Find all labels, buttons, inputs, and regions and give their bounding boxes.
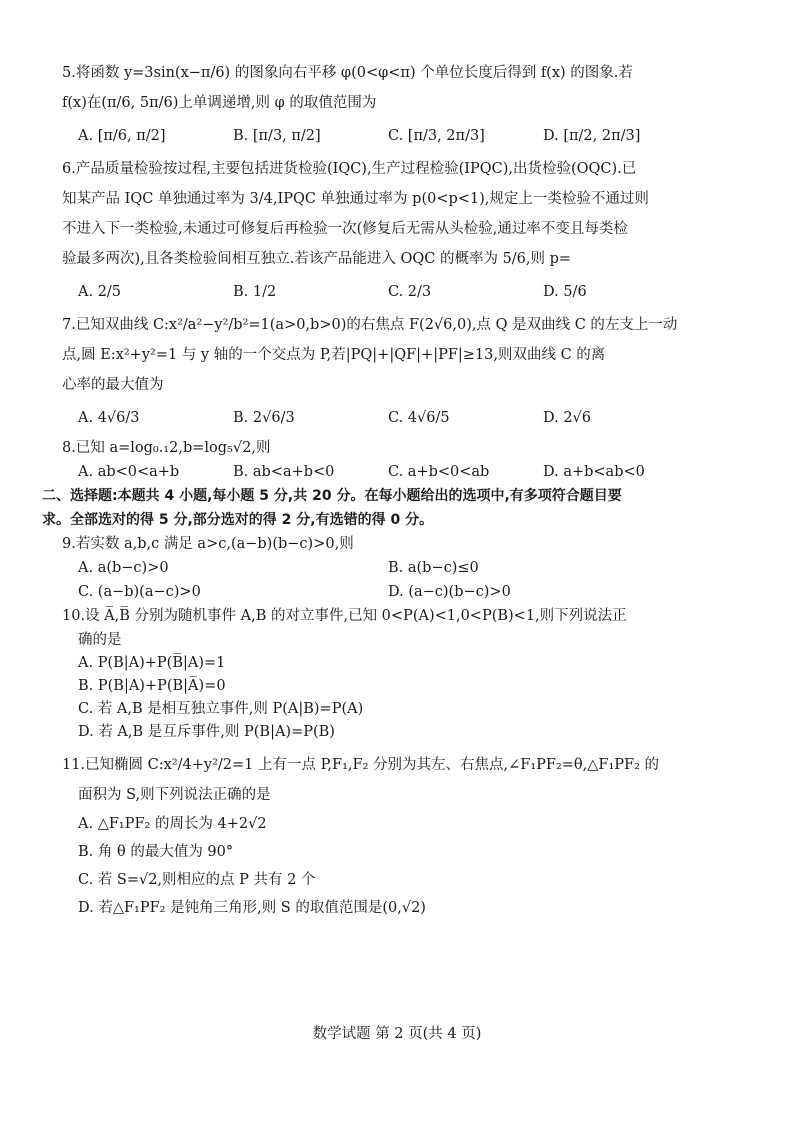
question-5-option-a: A. [π/6, π/2]	[78, 128, 166, 144]
section-2-line-1: 二、选择题:本题共 4 小题,每小题 5 分,共 20 分。在每小题给出的选项中,有多项符合题目要	[42, 488, 622, 504]
question-11-line-2: 面积为 S,则下列说法正确的是	[78, 787, 271, 803]
question-7-option-c: C. 4√6/5	[388, 410, 450, 426]
question-6-line-4: 验最多两次),且各类检验间相互独立.若该产品能进入 OQC 的概率为 5/6,则 p=	[62, 251, 572, 267]
question-6-option-d: D. 5/6	[543, 284, 587, 300]
question-11-option-b: B. 角 θ 的最大值为 90°	[78, 844, 234, 860]
question-5	[62, 58, 754, 154]
question-6-line-2: 知某产品 IQC 单独通过率为 3/4,IPQC 单独通过率为 p(0<p<1),规定上一类检验不通过则	[62, 191, 649, 207]
question-11-option-a: A. △F₁PF₂ 的周长为 4+2√2	[78, 816, 267, 832]
question-10-option-b: B. P(B|A)+P(B|A̅)=0	[78, 678, 226, 694]
question-6-line-3: 不进入下一类检验,未通过可修复后再检验一次(修复后无需从头检验,通过率不变且每类检	[62, 221, 628, 237]
question-9-option-c: C. (a−b)(a−c)>0	[78, 584, 201, 600]
question-10-option-d: D. 若 A,B 是互斥事件,则 P(B|A)=P(B)	[78, 724, 335, 740]
question-10	[62, 604, 754, 744]
question-6-option-a: A. 2/5	[78, 284, 122, 300]
question-9-option-d: D. (a−c)(b−c)>0	[388, 584, 511, 600]
page-footer: 数学试题 第 2 页(共 4 页)	[312, 1026, 482, 1042]
question-5-line-1: 5.将函数 y=3sin(x−π/6) 的图象向右平移 φ(0<φ<π) 个单位长度后得到 f(x) 的图象.若	[62, 65, 633, 81]
question-7-option-d: D. 2√6	[543, 410, 592, 426]
question-6-options	[62, 274, 754, 310]
question-9-stem: 9.若实数 a,b,c 满足 a>c,(a−b)(b−c)>0,则	[62, 536, 354, 552]
question-8	[62, 436, 754, 484]
question-9-option-b: B. a(b−c)≤0	[388, 560, 479, 576]
question-6-option-b: B. 1/2	[233, 284, 277, 300]
question-8-option-a: A. ab<0<a+b	[78, 464, 180, 480]
question-6	[62, 154, 754, 310]
question-5-options	[62, 118, 754, 154]
question-9-option-a: A. a(b−c)>0	[78, 560, 169, 576]
question-9-options	[62, 556, 754, 604]
question-8-option-c: C. a+b<0<ab	[388, 464, 490, 480]
question-9	[62, 532, 754, 604]
question-5-line-2: f(x)在(π/6, 5π/6)上单调递增,则 φ 的取值范围为	[62, 95, 377, 111]
question-6-line-1: 6.产品质量检验按过程,主要包括进货检验(IQC),生产过程检验(IPQC),出货检验(OQC).已	[62, 161, 637, 177]
question-10-line-1: 10.设 A̅,B̅ 分别为随机事件 A,B 的对立事件,已知 0<P(A)<1,0<P(B)<1,则下列说法正	[62, 608, 627, 624]
question-11-line-1: 11.已知椭圆 C:x²/4+y²/2=1 上有一点 P,F₁,F₂ 分别为其左、右焦点,∠F₁PF₂=θ,△F₁PF₂ 的	[62, 757, 660, 773]
question-10-line-2: 确的是	[78, 632, 122, 648]
question-11-option-c: C. 若 S=√2,则相应的点 P 共有 2 个	[78, 872, 316, 888]
section-2-line-2: 求。全部选对的得 5 分,部分选对的得 2 分,有选错的得 0 分。	[42, 512, 434, 528]
question-11-options	[62, 810, 754, 922]
question-7-line-2: 点,圆 E:x²+y²=1 与 y 轴的一个交点为 P,若|PQ|+|QF|+|PF|≥13,则双曲线 C 的离	[62, 347, 606, 363]
section-2-header	[42, 484, 754, 532]
question-5-option-b: B. [π/3, π/2]	[233, 128, 321, 144]
question-7-option-a: A. 4√6/3	[78, 410, 140, 426]
question-5-option-d: D. [π/2, 2π/3]	[543, 128, 641, 144]
question-10-options	[62, 652, 754, 744]
question-5-option-c: C. [π/3, 2π/3]	[388, 128, 485, 144]
question-7-options	[62, 400, 754, 436]
question-8-option-d: D. a+b<ab<0	[543, 464, 645, 480]
question-8-line-1: 8.已知 a=log₀.₁2,b=log₅√2,则	[62, 440, 271, 456]
question-7-line-1: 7.已知双曲线 C:x²/a²−y²/b²=1(a>0,b>0)的右焦点 F(2√6,0),点 Q 是双曲线 C 的左支上一动	[62, 317, 678, 333]
question-11	[62, 750, 754, 922]
question-7-line-3: 心率的最大值为	[62, 377, 164, 393]
question-6-option-c: C. 2/3	[388, 284, 432, 300]
question-8-option-b: B. ab<a+b<0	[233, 464, 335, 480]
question-10-option-a: A. P(B|A)+P(B̅|A)=1	[78, 655, 226, 671]
question-7-option-b: B. 2√6/3	[233, 410, 295, 426]
question-8-options	[62, 460, 754, 484]
question-11-option-d: D. 若△F₁PF₂ 是钝角三角形,则 S 的取值范围是(0,√2)	[78, 900, 426, 916]
question-10-option-c: C. 若 A,B 是相互独立事件,则 P(A|B)=P(A)	[78, 701, 364, 717]
question-7	[62, 310, 754, 436]
